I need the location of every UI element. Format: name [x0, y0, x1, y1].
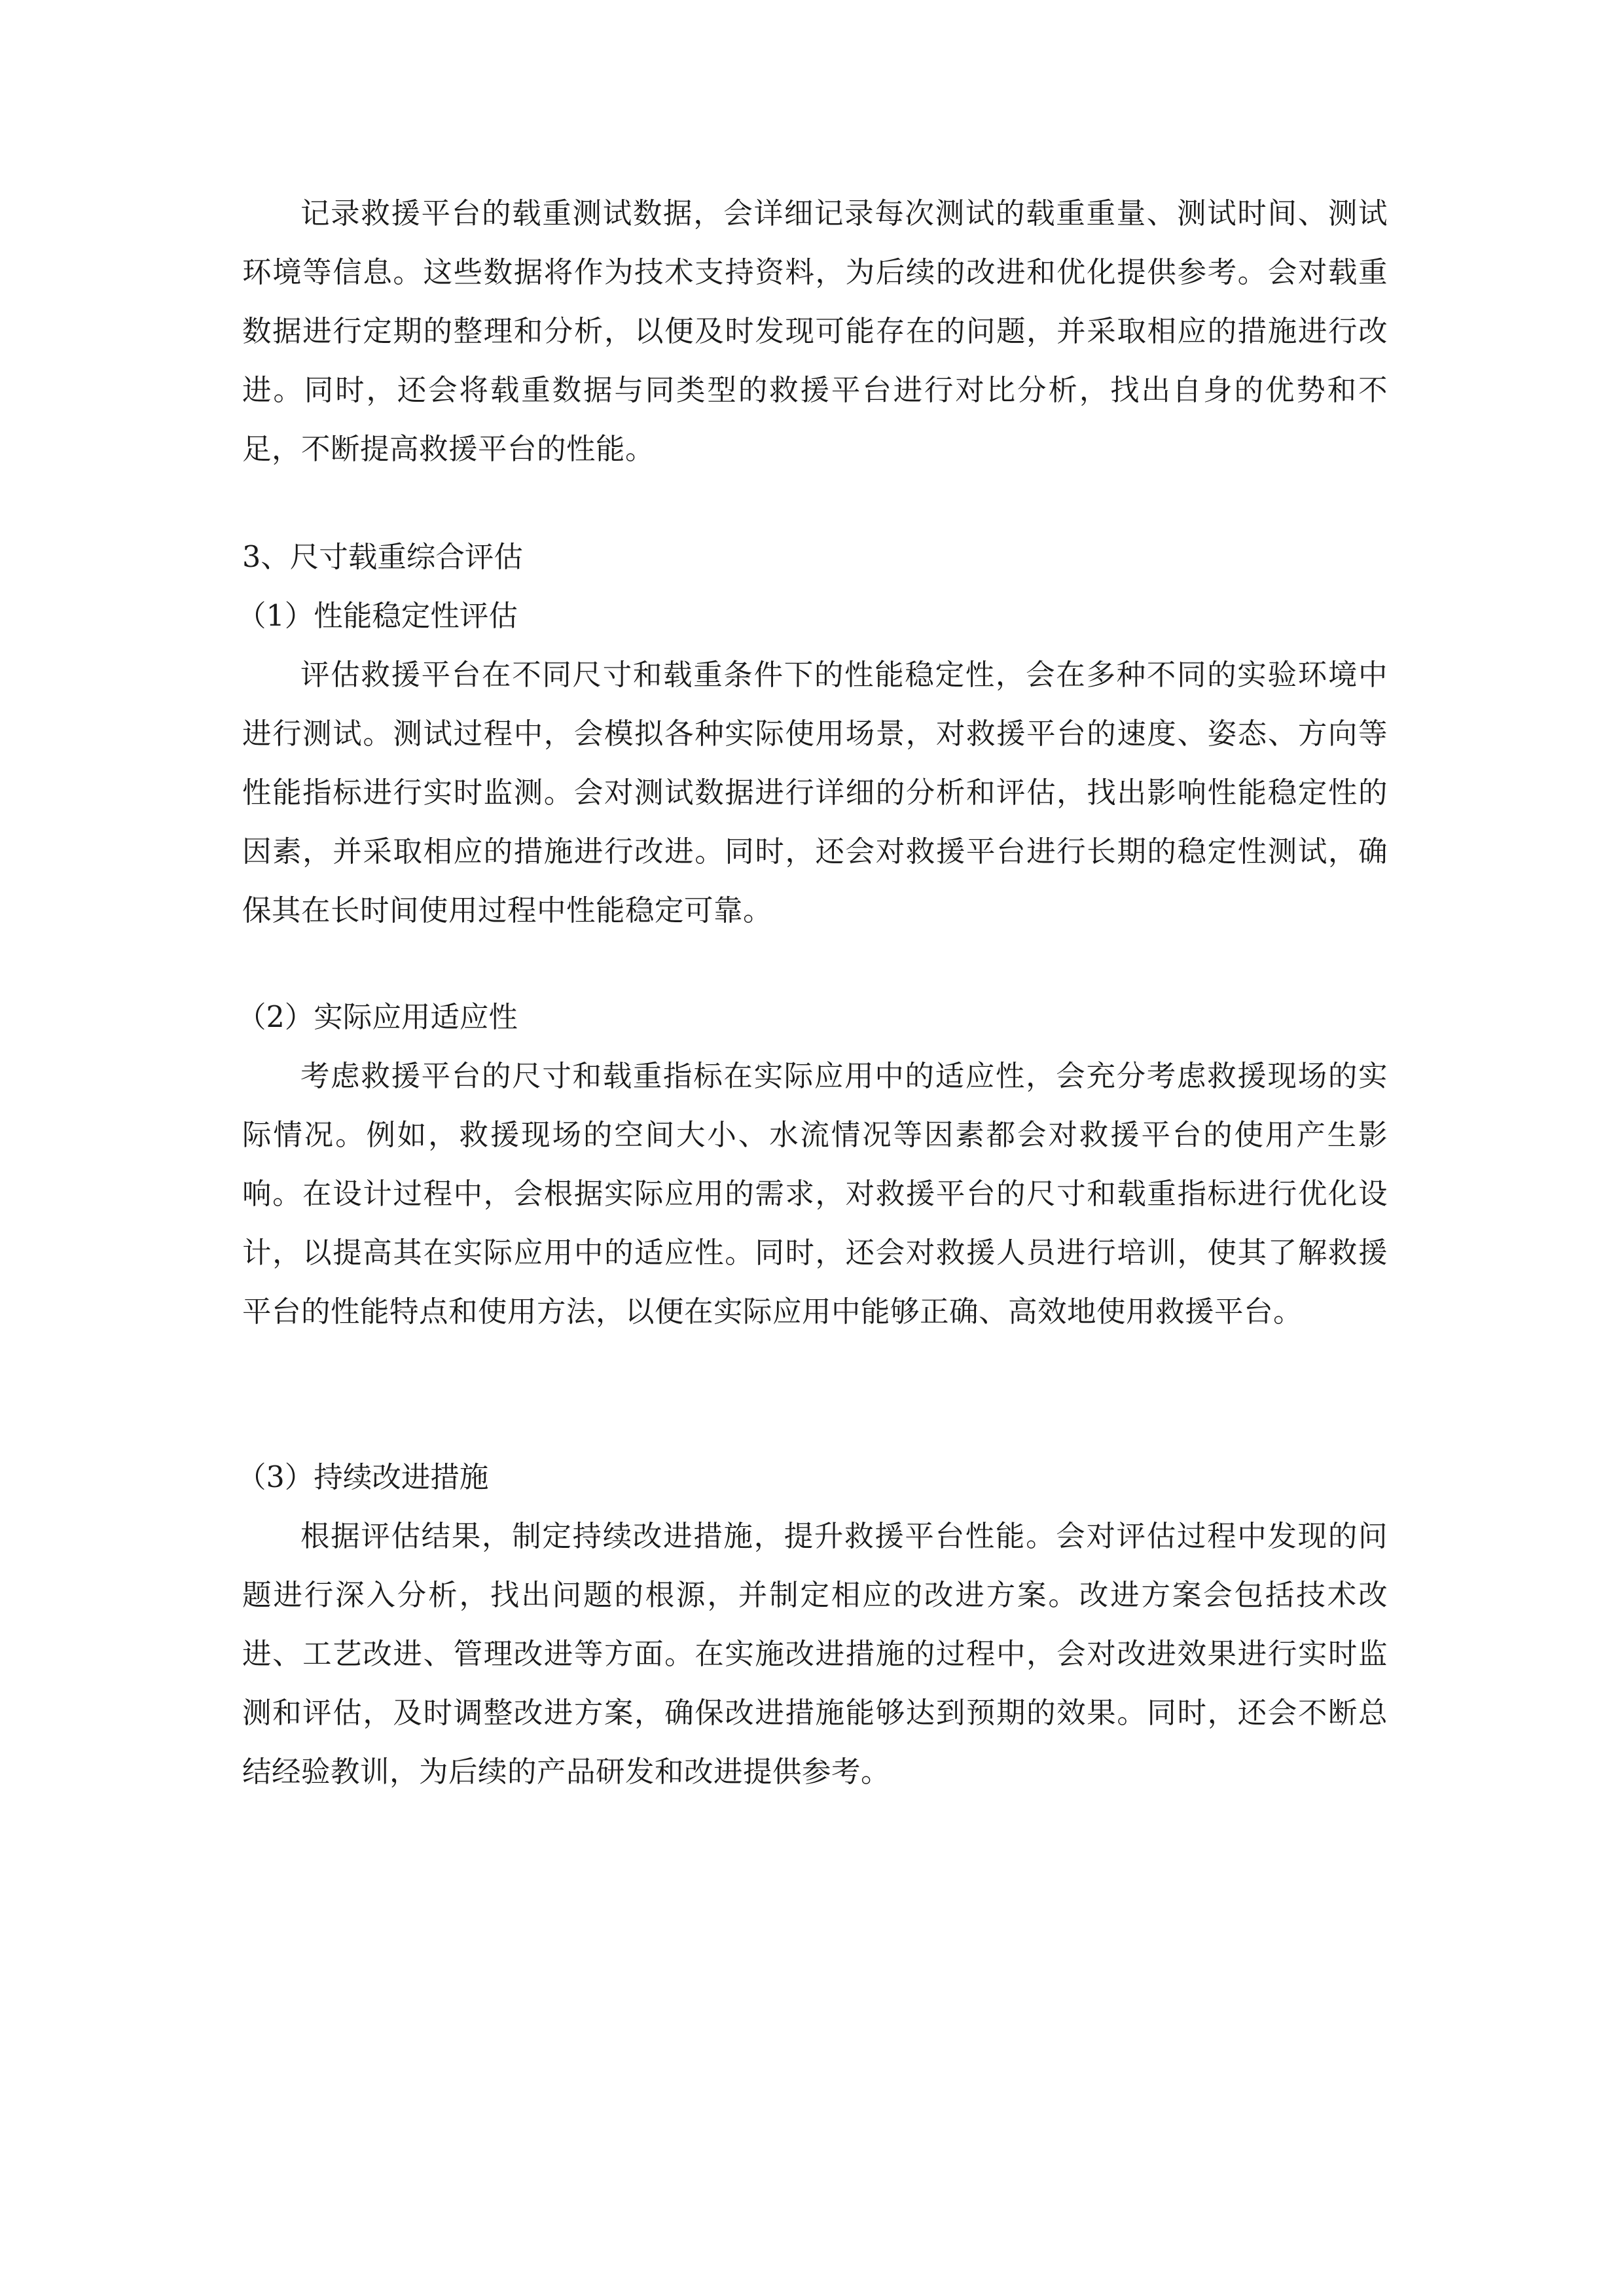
subsection-body-2: 考虑救援平台的尺寸和载重指标在实际应用中的适应性，会充分考虑救援现场的实际情况。例如，救援现场的空间大小、水流情况等因素都会对救援平台的使用产生影响。在设计过程中，会根据实际应用的需求，对救援平台的尺寸和载重指标进行优化设计，以提高其在实际应用中的适应性。同时，还会对救援人员进行培训，使其了解救援平台的性能特点和使用方法，以便在实际应用中能够正确、高效地使用救援平台。 — [242, 1060, 1388, 1329]
subsection-heading-3: （3）持续改进措施 — [237, 1461, 489, 1494]
subsection-heading-2: （2）实际应用适应性 — [237, 1001, 518, 1034]
subsection-body-1: 评估救援平台在不同尺寸和载重条件下的性能稳定性，会在多种不同的实验环境中进行测试。测试过程中，会模拟各种实际使用场景，对救援平台的速度、姿态、方向等性能指标进行实时监测。会对测试数据进行详细的分析和评估，找出影响性能稳定性的因素，并采取相应的措施进行改进。同时，还会对救援平台进行长期的稳定性测试，确保其在长时间使用过程中性能稳定可靠。 — [242, 658, 1388, 927]
subsection-body-3: 根据评估结果，制定持续改进措施，提升救援平台性能。会对评估过程中发现的问题进行深入分析，找出问题的根源，并制定相应的改进方案。改进方案会包括技术改进、工艺改进、管理改进等方面。在实施改进措施的过程中，会对改进效果进行实时监测和评估，及时调整改进方案，确保改进措施能够达到预期的效果。同时，还会不断总结经验教训，为后续的产品研发和改进提供参考。 — [242, 1520, 1388, 1789]
subsection-heading-1: （1）性能稳定性评估 — [237, 600, 518, 633]
intro-paragraph: 记录救援平台的载重测试数据，会详细记录每次测试的载重重量、测试时间、测试环境等信息。这些数据将作为技术支持资料，为后续的改进和优化提供参考。会对载重数据进行定期的整理和分析，以便及时发现可能存在的问题，并采取相应的措施进行改进。同时，还会将载重数据与同类型的救援平台进行对比分析，找出自身的优势和不足，不断提高救援平台的性能。 — [242, 197, 1388, 466]
section-heading: 3、尺寸载重综合评估 — [242, 541, 523, 574]
